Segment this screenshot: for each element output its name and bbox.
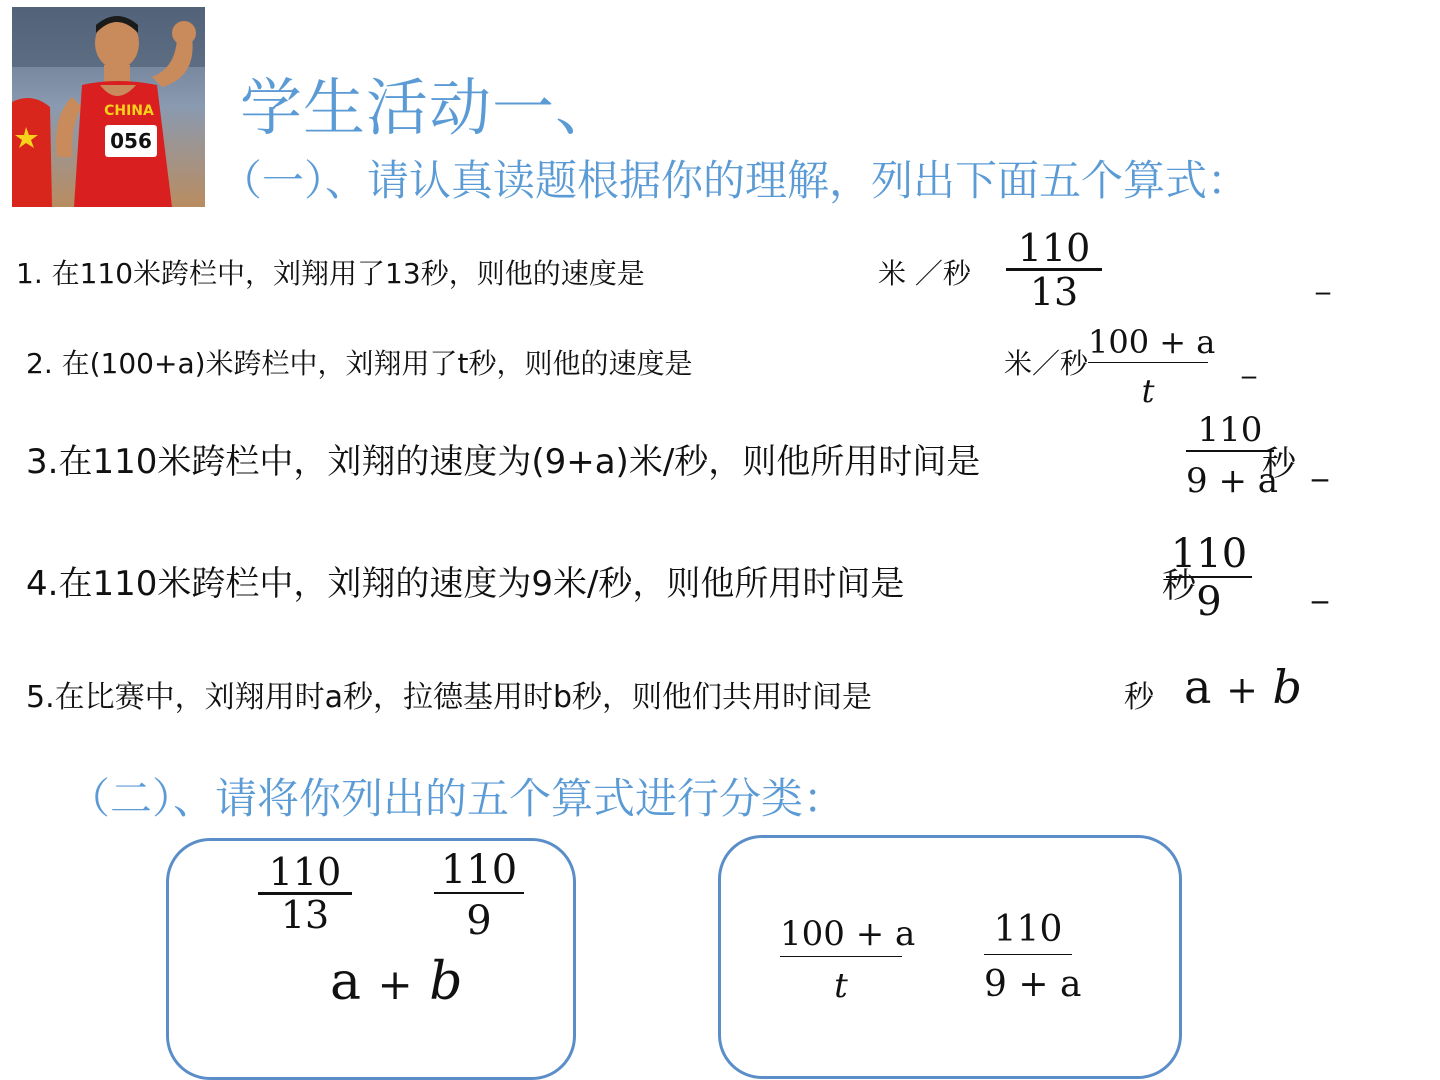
fraction-numerator: 110: [1017, 226, 1091, 270]
expression-a: a: [330, 952, 362, 1012]
question-3-fraction: [1186, 410, 1279, 510]
fraction-denominator: t: [1141, 372, 1155, 410]
question-1-unit: 米 ／秒: [878, 257, 971, 290]
answer-dash-2: _: [1242, 346, 1256, 379]
question-1-text: 1. 在110米跨栏中，刘翔用了13秒，则他的速度是: [16, 257, 645, 290]
fraction-numerator: 110: [440, 847, 518, 893]
question-5-unit: 秒: [1124, 680, 1154, 715]
expression-b: b: [1272, 660, 1302, 714]
jersey-text: CHINA: [104, 103, 154, 119]
question-2-fraction: [1088, 322, 1216, 419]
question-4-fraction: [1166, 532, 1252, 626]
question-3-text: 3.在110米跨栏中，刘翔的速度为(9+a)米/秒，则他所用时间是: [26, 442, 981, 482]
question-3-unit: 秒: [1262, 444, 1296, 484]
group1-fraction-1: [258, 852, 352, 935]
fraction-numerator: 100 + a: [780, 914, 916, 954]
question-4-text: 4.在110米跨栏中，刘翔的速度为9米/秒，则他所用时间是: [26, 564, 905, 604]
fraction-numerator: 100 + a: [1088, 323, 1216, 361]
answer-dash-4: _: [1312, 566, 1328, 604]
fraction-denominator: 9: [466, 898, 492, 944]
athlete-photo: [12, 7, 205, 207]
fraction-denominator: 13: [1029, 270, 1079, 314]
answer-dash-1: _: [1316, 262, 1330, 295]
question-1-fraction: [1006, 228, 1102, 313]
fraction-denominator: 9 + a: [1186, 461, 1279, 501]
expression-a: a: [1184, 660, 1212, 714]
group1-fraction-2: [434, 848, 524, 948]
fraction-denominator: 13: [280, 893, 330, 937]
expression-operator: +: [377, 960, 413, 1009]
fraction-denominator: 9 + a: [984, 964, 1082, 1005]
question-5-text: 5.在比赛中，刘翔用时a秒，拉德基用时b秒，则他们共用时间是: [26, 680, 873, 715]
athlete-illustration: [12, 7, 205, 207]
question-2-text: 2. 在(100+a)米跨栏中，刘翔用了t秒，则他的速度是: [26, 347, 693, 380]
answer-dash-3: _: [1312, 444, 1328, 482]
question-5-expression: [1184, 660, 1302, 714]
fraction-denominator: t: [834, 966, 848, 1006]
group1-sum-expression: [330, 952, 463, 1012]
expression-operator: +: [1226, 668, 1258, 712]
fraction-numerator: 110: [1170, 531, 1248, 577]
bib-number: 056: [110, 129, 152, 153]
group2-fraction-1: [780, 912, 916, 1015]
section2-heading: （二）、请将你列出的五个算式进行分类：: [68, 774, 846, 823]
group2-fraction-2: [984, 906, 1082, 1015]
expression-b: b: [429, 952, 463, 1012]
fraction-numerator: 110: [993, 909, 1063, 950]
question-4-unit: 秒: [1162, 566, 1196, 606]
fraction-numerator: 110: [1197, 410, 1263, 450]
fraction-denominator: 9: [1196, 579, 1222, 625]
page-title: 学生活动一、: [240, 71, 619, 144]
question-2-unit: 米／秒: [1004, 347, 1089, 380]
fraction-numerator: 110: [268, 850, 342, 894]
section1-heading: （一）、请认真读题根据你的理解，列出下面五个算式：: [220, 156, 1250, 205]
